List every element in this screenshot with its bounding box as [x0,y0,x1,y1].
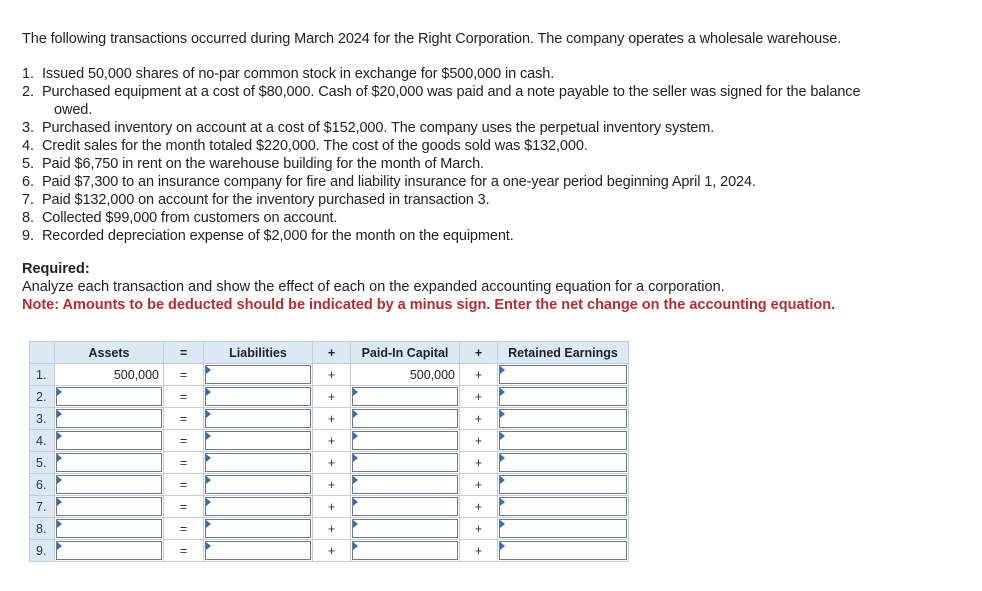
assets-input[interactable] [56,409,162,428]
required-note: Note: Amounts to be deducted should be indicated by a minus sign. Enter the net change on the accounting equation. [22,297,836,313]
assets-input[interactable] [56,519,162,538]
row-number: 5. [30,452,55,474]
row-number: 6. [30,474,55,496]
retained-earnings-input-cell [498,496,629,518]
row-number: 7. [30,496,55,518]
transaction-text: Paid $132,000 on account for the inventory purchased in transaction 3. [41,192,490,208]
liabilities-input-cell [204,518,313,540]
assets-value: 500,000 [55,364,164,386]
equals-sign: = [164,452,204,474]
assets-input-cell [55,518,164,540]
transaction-item [22,191,962,209]
paid-in-capital-input[interactable] [352,453,458,472]
row-number: 8. [30,518,55,540]
liabilities-input[interactable] [205,387,311,406]
transaction-item [22,137,962,155]
retained-earnings-input-cell [498,452,629,474]
assets-input-cell [55,474,164,496]
transaction-number: 4. [22,138,34,154]
table-row [30,430,629,452]
liabilities-input[interactable] [205,541,311,560]
equals-sign: = [164,496,204,518]
paid-in-capital-input-cell [351,452,460,474]
table-row [30,364,629,386]
plus-sign: + [460,474,498,496]
assets-input[interactable] [56,497,162,516]
transaction-number: 8. [22,210,34,226]
transaction-number: 1. [22,66,34,82]
paid-in-capital-input[interactable] [352,409,458,428]
plus-sign: + [460,496,498,518]
plus-sign: + [313,386,351,408]
assets-input[interactable] [56,475,162,494]
retained-earnings-input[interactable] [499,541,627,560]
table-row [30,386,629,408]
row-number: 9. [30,540,55,562]
paid-in-capital-value: 500,000 [351,364,460,386]
retained-earnings-input[interactable] [499,387,627,406]
transaction-number: 2. [22,84,34,100]
assets-input-cell [55,452,164,474]
assets-header: Assets [55,342,164,364]
required-heading: Required: [22,261,90,277]
required-text: Analyze each transaction and show the effect of each on the expanded accounting equation for a corporation. [22,279,725,295]
transaction-text: Collected $99,000 from customers on account. [41,210,338,226]
retained-earnings-input-cell [498,364,629,386]
equals-sign: = [164,386,204,408]
row-number: 1. [30,364,55,386]
row-number: 3. [30,408,55,430]
transaction-number: 5. [22,156,34,172]
transaction-item [22,119,962,137]
equals-sign: = [164,430,204,452]
assets-input[interactable] [56,541,162,560]
assets-input[interactable] [56,431,162,450]
transaction-item [22,209,962,227]
equals-sign: = [164,408,204,430]
retained-earnings-input[interactable] [499,409,627,428]
assets-input-cell [55,386,164,408]
table-row [30,452,629,474]
table-row [30,408,629,430]
plus-sign: + [313,408,351,430]
retained-earnings-header: Retained Earnings [498,342,629,364]
row-number: 2. [30,386,55,408]
assets-input-cell [55,496,164,518]
required-section [22,260,835,314]
retained-earnings-input-cell [498,474,629,496]
liabilities-input-cell [204,364,313,386]
liabilities-input[interactable] [205,365,311,384]
paid-in-capital-input[interactable] [352,431,458,450]
paid-in-capital-input[interactable] [352,497,458,516]
plus-sign: + [313,496,351,518]
table-row [30,540,629,562]
transaction-number: 7. [22,192,34,208]
liabilities-input[interactable] [205,431,311,450]
paid-in-capital-input-cell [351,430,460,452]
liabilities-input-cell [204,540,313,562]
paid-in-capital-input-cell [351,386,460,408]
equals-sign: = [164,364,204,386]
row-number: 4. [30,430,55,452]
paid-in-capital-input[interactable] [352,541,458,560]
assets-input[interactable] [56,453,162,472]
assets-input-cell [55,408,164,430]
retained-earnings-input-cell [498,540,629,562]
plus-sign: + [313,452,351,474]
plus-sign: + [460,386,498,408]
liabilities-input-cell [204,474,313,496]
transaction-text-continued: owed. [54,102,93,118]
retained-earnings-input[interactable] [499,497,627,516]
retained-earnings-input-cell [498,518,629,540]
paid-in-capital-input[interactable] [352,387,458,406]
liabilities-input[interactable] [205,519,311,538]
liabilities-header: Liabilities [204,342,313,364]
equals-sign: = [164,540,204,562]
table-row [30,496,629,518]
transaction-item [22,155,962,173]
plus-sign: + [460,540,498,562]
liabilities-input-cell [204,496,313,518]
transaction-text: Paid $7,300 to an insurance company for fire and liability insurance for a one-year period beginning April 1, 2024. [41,174,756,190]
paid-in-capital-input-cell [351,408,460,430]
transaction-number: 3. [22,120,34,136]
plus-sign: + [313,430,351,452]
paid-in-capital-input-cell [351,518,460,540]
liabilities-input[interactable] [205,409,311,428]
plus-sign: + [313,518,351,540]
retained-earnings-input-cell [498,386,629,408]
plus-header: + [460,342,498,364]
paid-in-capital-input[interactable] [352,475,458,494]
plus-sign: + [460,408,498,430]
transaction-text: Purchased equipment at a cost of $80,000. Cash of $20,000 was paid and a note payable to the seller was signed for the balance [41,84,861,100]
liabilities-input-cell [204,430,313,452]
transaction-item [22,227,962,245]
transaction-list [22,65,962,245]
assets-input-cell [55,540,164,562]
plus-sign: + [460,430,498,452]
transaction-text: Purchased inventory on account at a cost of $152,000. The company uses the perpetual inventory system. [41,120,715,136]
table-row [30,474,629,496]
paid-in-capital-header: Paid-In Capital [351,342,460,364]
plus-sign: + [460,452,498,474]
plus-sign: + [313,364,351,386]
retained-earnings-input[interactable] [499,453,627,472]
transaction-text: Issued 50,000 shares of no-par common stock in exchange for $500,000 in cash. [41,66,555,82]
accounting-equation-table [29,341,629,562]
transaction-number: 9. [22,228,34,244]
table-header-row [30,342,629,364]
equals-sign: = [164,474,204,496]
retained-earnings-input[interactable] [499,519,627,538]
plus-sign: + [313,540,351,562]
retained-earnings-input-cell [498,408,629,430]
paid-in-capital-input-cell [351,474,460,496]
liabilities-input-cell [204,408,313,430]
table-row [30,518,629,540]
plus-sign: + [460,364,498,386]
liabilities-input[interactable] [205,497,311,516]
paid-in-capital-input[interactable] [352,519,458,538]
retained-earnings-input[interactable] [499,365,627,384]
liabilities-input[interactable] [205,475,311,494]
row-number-header [30,342,55,364]
liabilities-input[interactable] [205,453,311,472]
transaction-item [22,65,962,83]
equals-header: = [164,342,204,364]
plus-sign: + [313,474,351,496]
plus-sign: + [460,518,498,540]
transaction-text: Recorded depreciation expense of $2,000 for the month on the equipment. [41,228,514,244]
liabilities-input-cell [204,452,313,474]
transaction-item [22,173,962,191]
assets-input-cell [55,430,164,452]
paid-in-capital-input-cell [351,540,460,562]
transaction-number: 6. [22,174,34,190]
plus-header: + [313,342,351,364]
paid-in-capital-input-cell [351,496,460,518]
equals-sign: = [164,518,204,540]
retained-earnings-input[interactable] [499,431,627,450]
retained-earnings-input[interactable] [499,475,627,494]
intro-text: The following transactions occurred during March 2024 for the Right Corporation. The company operates a wholesale warehouse. [22,31,842,47]
transaction-text: Paid $6,750 in rent on the warehouse building for the month of March. [41,156,485,172]
liabilities-input-cell [204,386,313,408]
retained-earnings-input-cell [498,430,629,452]
transaction-item [22,83,962,119]
transaction-text: Credit sales for the month totaled $220,000. The cost of the goods sold was $132,000. [41,138,588,154]
assets-input[interactable] [56,387,162,406]
